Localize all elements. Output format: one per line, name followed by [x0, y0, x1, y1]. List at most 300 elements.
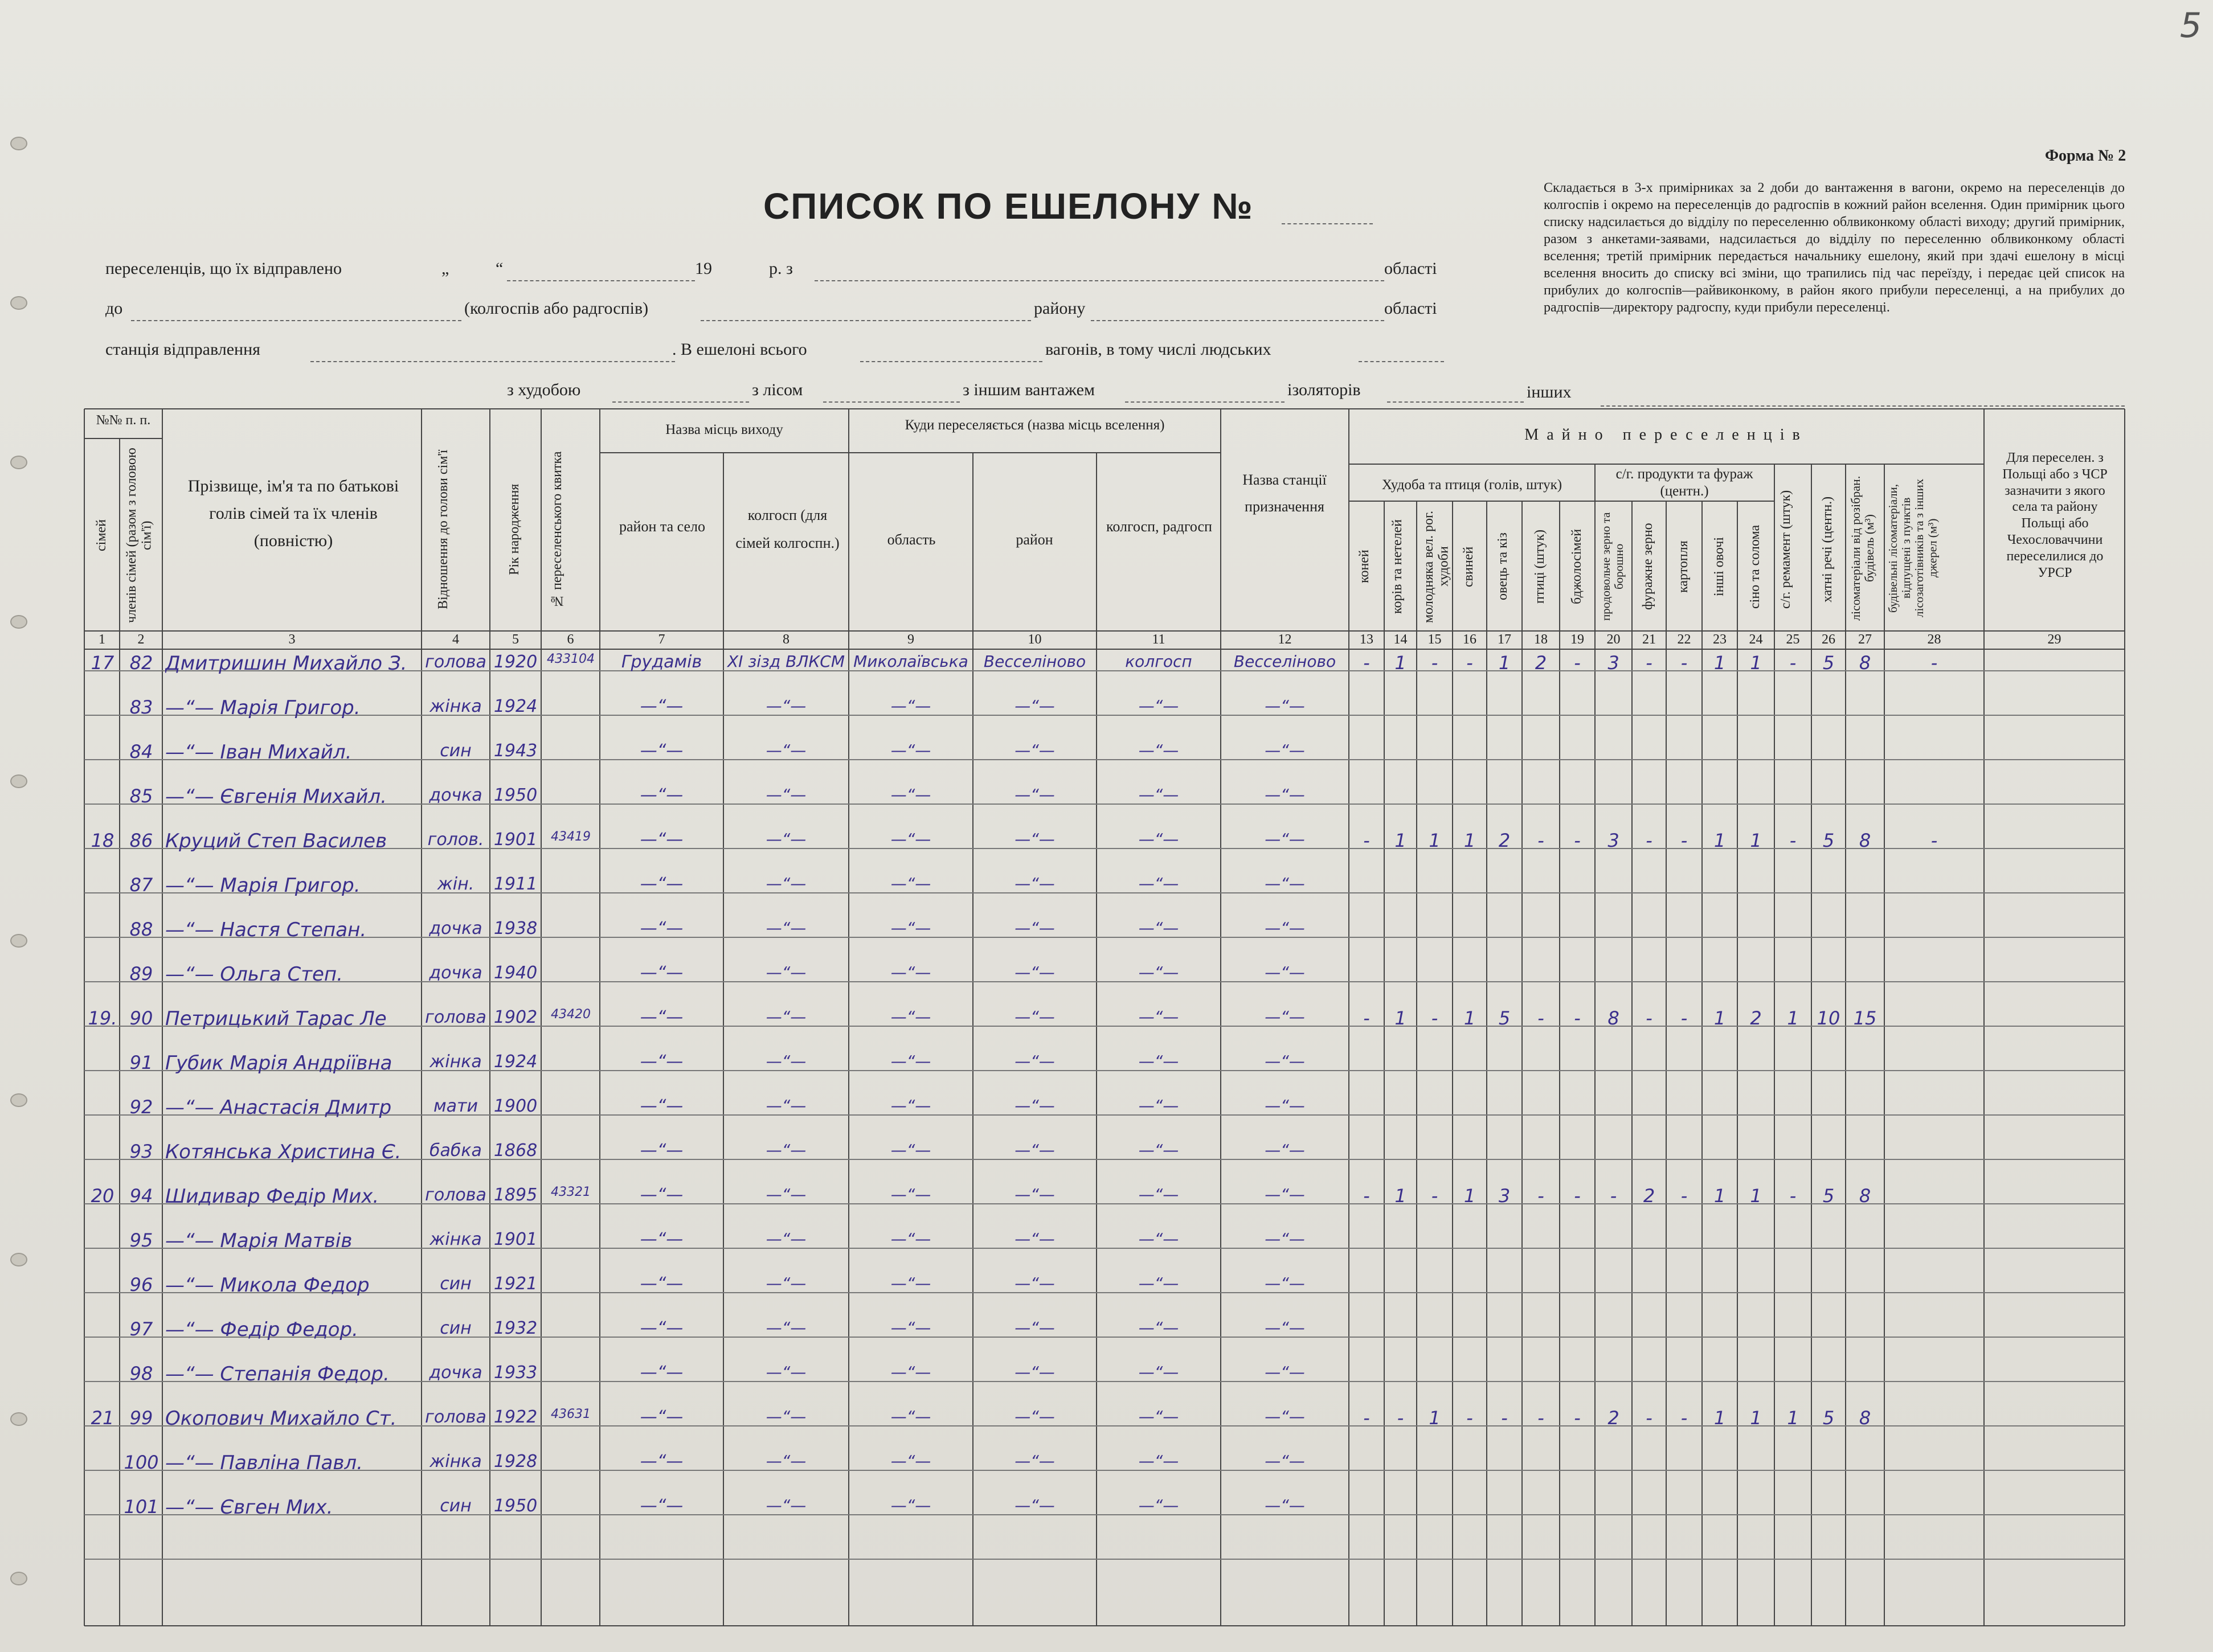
- cell-o-kolh: —“—: [766, 1185, 807, 1204]
- cell-property: -: [1501, 1407, 1508, 1429]
- cell-property: 1: [1750, 652, 1762, 674]
- cell-o-dist: —“—: [640, 1141, 684, 1161]
- line-label: “: [496, 259, 504, 278]
- cell-name: —“— Анастасія Дмитр: [165, 1096, 392, 1119]
- hdr-dest-region: область: [887, 531, 936, 548]
- hdr-bees: бджолосімей: [1569, 528, 1584, 605]
- cell-fam: 18: [91, 830, 114, 851]
- cell-property: -: [1680, 1185, 1688, 1207]
- cell-property: -: [1680, 830, 1688, 851]
- cell-property: -: [1574, 1185, 1581, 1207]
- cell-property: 5: [1822, 1407, 1835, 1429]
- hdr-vegetables: інші овочі: [1712, 537, 1727, 596]
- cell-n: 88: [129, 919, 153, 940]
- cell-year: 1932: [493, 1318, 538, 1338]
- cell-station: —“—: [1265, 1052, 1305, 1071]
- cell-property: 1: [1429, 1407, 1441, 1429]
- cell-year: 1924: [493, 696, 538, 716]
- hdr-dest-kolhosp: колгосп, радгосп: [1106, 518, 1212, 535]
- cell-o-kolh: —“—: [766, 830, 807, 848]
- cell-name: —“— Марія Матвів: [165, 1229, 353, 1252]
- cell-property: 1: [1463, 1007, 1476, 1029]
- cell-o-kolh: —“—: [766, 1096, 807, 1115]
- cell-property: 2: [1750, 1007, 1762, 1029]
- cell-rel: голов.: [427, 830, 484, 850]
- hdr-origin-district: район та село: [619, 518, 705, 535]
- cell-d-kolh: —“—: [1138, 963, 1179, 982]
- cell-o-kolh: —“—: [766, 1141, 807, 1159]
- cell-rel: жінка: [429, 1229, 482, 1249]
- cell-station: —“—: [1265, 919, 1305, 937]
- cell-property: 1: [1394, 652, 1406, 674]
- line-label: станція відправлення: [105, 340, 260, 359]
- line-label: вагонів, в тому числі людських: [1045, 340, 1271, 359]
- cell-property: -: [1646, 830, 1652, 851]
- hdr-pigs: свиней: [1461, 546, 1476, 587]
- cell-ticket: 433104: [547, 652, 595, 666]
- cell-name: —“— Іван Михайл.: [165, 741, 352, 764]
- cell-property: 1: [1394, 830, 1406, 851]
- cell-year: 1895: [493, 1185, 538, 1205]
- cell-rel: дочка: [429, 1363, 482, 1383]
- cell-d-dist: —“—: [1015, 1363, 1055, 1382]
- cell-rel: голова: [425, 1185, 486, 1205]
- cell-name: —“— Євген Мих.: [165, 1496, 333, 1519]
- col-number: 27: [1858, 632, 1872, 647]
- cell-year: 1900: [493, 1096, 538, 1116]
- cell-property: 5: [1822, 1185, 1835, 1207]
- cell-property: 1: [1713, 652, 1726, 674]
- cell-name: —“— Євгенія Михайл.: [165, 785, 387, 808]
- cell-property: -: [1574, 830, 1581, 851]
- cell-property: 3: [1607, 652, 1619, 674]
- cell-d-reg: —“—: [890, 1452, 931, 1470]
- hdr-produce: с/г. продукти та фураж (центн.): [1615, 466, 1753, 499]
- cell-d-dist: —“—: [1015, 963, 1055, 982]
- cell-rel: жінка: [429, 696, 482, 716]
- cell-property: 1: [1463, 830, 1476, 851]
- cell-name: Петрицький Тарас Ле: [165, 1007, 387, 1030]
- cell-d-dist: —“—: [1015, 1007, 1055, 1026]
- cell-o-dist: —“—: [640, 963, 684, 983]
- cell-o-dist: —“—: [640, 1452, 684, 1471]
- cell-year: 1921: [493, 1274, 538, 1294]
- cell-n: 93: [129, 1141, 153, 1162]
- cell-o-kolh: XI зізд ВЛКСМ: [727, 652, 845, 671]
- cell-o-dist: —“—: [640, 1274, 684, 1294]
- cell-d-dist: —“—: [1015, 785, 1055, 804]
- cell-d-kolh: —“—: [1138, 696, 1179, 715]
- cell-name: —“— Ольга Степ.: [165, 963, 343, 986]
- cell-year: 1943: [493, 741, 538, 761]
- cell-rel: жінка: [429, 1052, 482, 1072]
- cell-d-kolh: —“—: [1138, 1185, 1179, 1204]
- cell-fam: 17: [91, 652, 114, 674]
- cell-d-dist: —“—: [1015, 1141, 1055, 1159]
- line-label: області: [1384, 299, 1437, 318]
- cell-station: —“—: [1265, 696, 1305, 715]
- cell-property: -: [1789, 830, 1797, 851]
- hdr-birds: птиці (штук): [1532, 530, 1547, 604]
- cell-d-reg: Миколаївська: [853, 652, 968, 671]
- cell-station: —“—: [1265, 874, 1305, 893]
- cell-ticket: 43419: [551, 830, 591, 844]
- cell-property: 5: [1498, 1007, 1511, 1029]
- col-number: 10: [1028, 632, 1042, 647]
- hdr-timber: лісоматеріали від розібран. будівель (м³): [1848, 475, 1877, 621]
- cell-n: 86: [129, 830, 153, 851]
- cell-property: 1: [1750, 1185, 1762, 1207]
- cell-property: -: [1646, 652, 1652, 674]
- cell-n: 100: [124, 1452, 159, 1473]
- cell-o-dist: —“—: [640, 741, 684, 761]
- cell-name: Окопович Михайло Ст.: [165, 1407, 397, 1430]
- cell-property: -: [1574, 1007, 1581, 1029]
- cell-o-kolh: —“—: [766, 1274, 807, 1293]
- cell-name: —“— Степанія Федор.: [165, 1363, 390, 1385]
- cell-o-kolh: —“—: [766, 1052, 807, 1071]
- hdr-ticket: № переселенського квитка: [550, 451, 565, 608]
- line-label: з худобою: [507, 380, 581, 399]
- hdr-grain: продовольче зерно та борошно: [1599, 512, 1626, 621]
- cell-station: —“—: [1265, 830, 1305, 848]
- col-number: 20: [1606, 632, 1621, 647]
- hdr-inventory: с/г. ремамент (штук): [1778, 490, 1793, 609]
- cell-rel: бабка: [429, 1141, 482, 1161]
- cell-property: 1: [1498, 652, 1511, 674]
- col-number: 3: [288, 632, 296, 647]
- cell-n: 85: [129, 785, 153, 807]
- cell-property: -: [1431, 1185, 1438, 1207]
- cell-property: -: [1397, 1407, 1404, 1429]
- cell-property: -: [1680, 652, 1688, 674]
- cell-d-reg: —“—: [890, 919, 931, 937]
- cell-o-kolh: —“—: [766, 785, 807, 804]
- instructions: Складається в 3-х примірниках за 2 доби до вантаження в вагони, окремо на переселенців до колгоспів і окремо на переселенців до радгоспів в кожний район вселення. Один примірник цього списку надсилається до відділу по переселенню облвиконкому області виходу; другий примірник, разом з анкетами-заявами, надсилається до відділу по переселенню облвиконкому області вселення; третій примірник передається начальнику ешелону, який при здачі ешелону в місці вселення вносить до списку всі зміни, що трапились під час переїзду, і передає цей список на прибулих до колгоспів—райвиконкому, в район якого прибули переселенці, а на прибулих до радгоспів—директору радгоспу, куди прибули переселенці.: [1544, 181, 2125, 315]
- cell-property: 15: [1853, 1007, 1877, 1029]
- cell-o-dist: —“—: [640, 1052, 684, 1072]
- hdr-livestock: Худоба та птиця (голів, штук): [1381, 477, 1562, 493]
- cell-property: 8: [1859, 830, 1871, 851]
- cell-d-kolh: —“—: [1138, 1141, 1179, 1159]
- hdr-nn: №№ п. п.: [96, 413, 151, 428]
- cell-property: 10: [1817, 1007, 1840, 1029]
- cell-o-dist: —“—: [640, 1096, 684, 1116]
- line-label: р. з: [769, 259, 793, 278]
- cell-d-kolh: —“—: [1138, 1007, 1179, 1026]
- cell-o-kolh: —“—: [766, 1407, 807, 1426]
- cell-d-kolh: —“—: [1138, 1363, 1179, 1382]
- cell-n: 92: [129, 1096, 153, 1118]
- cell-year: 1920: [493, 652, 538, 672]
- cell-property: 5: [1822, 652, 1835, 674]
- col-number: 4: [452, 632, 459, 647]
- cell-d-kolh: —“—: [1138, 741, 1179, 760]
- cell-name: —“— Микола Федор: [165, 1274, 370, 1297]
- cell-n: 89: [129, 963, 153, 985]
- hdr-cows: корів та нетелей: [1390, 519, 1405, 614]
- cell-d-kolh: —“—: [1138, 1496, 1179, 1515]
- page-title: СПИСОК ПО ЕШЕЛОНУ №: [763, 186, 1254, 227]
- cell-property: 1: [1750, 830, 1762, 851]
- cell-n: 82: [129, 652, 153, 674]
- cell-d-dist: Весселіново: [983, 652, 1086, 671]
- cell-property: -: [1680, 1007, 1688, 1029]
- cell-property: -: [1537, 1407, 1544, 1429]
- cell-year: 1868: [493, 1141, 538, 1161]
- col-number: 23: [1713, 632, 1727, 647]
- cell-d-kolh: —“—: [1138, 1407, 1179, 1426]
- line-label: „: [441, 259, 449, 278]
- cell-name: —“— Федір Федор.: [165, 1318, 358, 1341]
- cell-station: —“—: [1265, 1007, 1305, 1026]
- col-number: 12: [1278, 632, 1292, 647]
- hdr-hay: сіно та солома: [1748, 524, 1762, 609]
- cell-d-dist: —“—: [1015, 830, 1055, 848]
- cell-d-reg: —“—: [890, 1363, 931, 1382]
- cell-station: —“—: [1265, 1496, 1305, 1515]
- cell-station: Весселіново: [1233, 652, 1336, 671]
- cell-property: 1: [1713, 1007, 1726, 1029]
- cell-d-reg: —“—: [890, 1052, 931, 1071]
- cell-o-dist: —“—: [640, 874, 684, 894]
- cell-d-kolh: —“—: [1138, 1318, 1179, 1337]
- line-label: з лісом: [752, 380, 803, 399]
- cell-property: 1: [1429, 830, 1441, 851]
- cell-station: —“—: [1265, 1407, 1305, 1426]
- col-number: 15: [1427, 632, 1442, 647]
- col-number: 5: [512, 632, 519, 647]
- cell-name: Дмитришин Михайло З.: [165, 652, 407, 675]
- cell-year: 1922: [493, 1407, 538, 1427]
- cell-o-dist: —“—: [640, 919, 684, 938]
- cell-o-kolh: —“—: [766, 696, 807, 715]
- cell-d-kolh: —“—: [1138, 1052, 1179, 1071]
- cell-d-dist: —“—: [1015, 1496, 1055, 1515]
- col-number: 1: [99, 632, 105, 647]
- hdr-sheep: овець та кіз: [1495, 532, 1510, 601]
- cell-d-dist: —“—: [1015, 1274, 1055, 1293]
- cell-property: -: [1537, 830, 1544, 851]
- cell-d-kolh: колгосп: [1125, 652, 1192, 671]
- cell-d-kolh: —“—: [1138, 874, 1179, 893]
- cell-name: —“— Павліна Павл.: [165, 1452, 363, 1474]
- cell-property: 2: [1607, 1407, 1619, 1429]
- cell-property: 1: [1750, 1407, 1762, 1429]
- cell-property: 1: [1394, 1185, 1406, 1207]
- col-number: 2: [137, 632, 145, 647]
- cell-o-dist: —“—: [640, 1496, 684, 1516]
- cell-property: -: [1363, 830, 1370, 851]
- cell-d-reg: —“—: [890, 1141, 931, 1159]
- cell-d-dist: —“—: [1015, 696, 1055, 715]
- cell-d-kolh: —“—: [1138, 785, 1179, 804]
- cell-d-reg: —“—: [890, 1274, 931, 1293]
- cell-property: 1: [1787, 1007, 1799, 1029]
- cell-o-dist: —“—: [640, 1407, 684, 1427]
- cell-year: 1940: [493, 963, 538, 983]
- cell-n: 94: [129, 1185, 153, 1207]
- col-number: 19: [1570, 632, 1584, 647]
- cell-o-dist: —“—: [640, 1185, 684, 1205]
- cell-property: -: [1363, 1407, 1370, 1429]
- cell-rel: дочка: [429, 963, 482, 983]
- cell-property: -: [1466, 652, 1473, 674]
- cell-property: 3: [1607, 830, 1619, 851]
- hdr-station: Назва станції призначення: [1242, 472, 1327, 515]
- cell-d-kolh: —“—: [1138, 830, 1179, 848]
- cell-rel: дочка: [429, 785, 482, 805]
- cell-d-dist: —“—: [1015, 1229, 1055, 1248]
- cell-n: 91: [129, 1052, 153, 1073]
- cell-property: -: [1930, 652, 1938, 674]
- cell-property: -: [1537, 1007, 1544, 1029]
- cell-rel: голова: [425, 652, 486, 672]
- cell-d-reg: —“—: [890, 874, 931, 893]
- cell-ticket: 43420: [551, 1007, 591, 1022]
- col-number: 9: [907, 632, 914, 647]
- cell-property: 2: [1535, 652, 1547, 674]
- line-label: до: [105, 299, 123, 318]
- col-number: 13: [1360, 632, 1373, 647]
- cell-name: Круций Степ Василев: [165, 830, 387, 852]
- cell-rel: мати: [433, 1096, 478, 1116]
- line-label: ізоляторів: [1287, 380, 1361, 399]
- line-label: з іншим вантажем: [963, 380, 1095, 399]
- cell-d-reg: —“—: [890, 1229, 931, 1248]
- hdr-birth-year: Рік народження: [507, 483, 522, 576]
- cell-station: —“—: [1265, 785, 1305, 804]
- cell-property: -: [1431, 652, 1438, 674]
- cell-o-dist: —“—: [640, 1229, 684, 1249]
- cell-year: 1902: [493, 1007, 538, 1027]
- cell-d-dist: —“—: [1015, 1185, 1055, 1204]
- cell-year: 1924: [493, 1052, 538, 1072]
- cell-property: 8: [1859, 1185, 1871, 1207]
- hdr-destination: Куди переселяється (назва місць вселення): [905, 417, 1165, 433]
- hdr-members: членів сімей (разом з головою сім'ї): [124, 448, 154, 623]
- cell-ticket: 43631: [551, 1407, 591, 1421]
- cell-o-dist: —“—: [640, 785, 684, 805]
- cell-d-kolh: —“—: [1138, 919, 1179, 937]
- col-number: 25: [1786, 632, 1800, 647]
- col-number: 28: [1927, 632, 1941, 647]
- hdr-building-timber: будівельні лісоматеріали, відпущені з пунктів лісозаготівників та з інших джерел (м³): [1886, 478, 1940, 618]
- line-label: . В ешелоні всього: [672, 340, 807, 359]
- line-label: (колгоспів або радгоспів): [464, 299, 649, 318]
- cell-d-kolh: —“—: [1138, 1096, 1179, 1115]
- cell-o-kolh: —“—: [766, 1452, 807, 1470]
- cell-property: -: [1537, 1185, 1544, 1207]
- cell-station: —“—: [1265, 1274, 1305, 1293]
- cell-rel: син: [440, 1496, 472, 1516]
- cell-o-kolh: —“—: [766, 1229, 807, 1248]
- cell-year: 1911: [493, 874, 538, 894]
- hdr-dest-district: район: [1016, 531, 1053, 548]
- cell-d-reg: —“—: [890, 741, 931, 760]
- cell-name: Губик Марія Андріївна: [165, 1052, 392, 1075]
- hdr-from-poland: Для переселен. з Польщі або з ЧСР зазначити з якого села та району Польщі або Чехословаччини переселилися до УРСР: [2002, 450, 2108, 580]
- cell-year: 1928: [493, 1452, 538, 1471]
- col-number: 8: [783, 632, 790, 647]
- cell-station: —“—: [1265, 741, 1305, 760]
- cell-d-reg: —“—: [890, 696, 931, 715]
- cell-year: 1950: [493, 785, 538, 805]
- cell-o-dist: —“—: [640, 830, 684, 850]
- cell-o-kolh: —“—: [766, 1496, 807, 1515]
- cell-o-kolh: —“—: [766, 741, 807, 760]
- cell-property: 1: [1394, 1007, 1406, 1029]
- cell-name: Котянська Христина Є.: [165, 1141, 402, 1163]
- cell-rel: жін.: [437, 874, 474, 894]
- col-number: 21: [1642, 632, 1656, 647]
- hdr-property: Майно переселенців: [1524, 426, 1808, 444]
- cell-n: 83: [129, 696, 153, 718]
- cell-name: —“— Настя Степан.: [165, 919, 367, 941]
- cell-rel: син: [440, 741, 472, 761]
- cell-property: 8: [1859, 1407, 1871, 1429]
- line-label: інших: [1527, 383, 1572, 401]
- cell-station: —“—: [1265, 1229, 1305, 1248]
- cell-property: 2: [1498, 830, 1511, 851]
- cell-rel: дочка: [429, 919, 482, 938]
- cell-year: 1950: [493, 1496, 538, 1516]
- cell-station: —“—: [1265, 963, 1305, 982]
- cell-n: 101: [124, 1496, 159, 1518]
- cell-fam: 21: [91, 1407, 114, 1429]
- cell-d-dist: —“—: [1015, 919, 1055, 937]
- cell-rel: голова: [425, 1007, 486, 1027]
- cell-year: 1901: [493, 1229, 538, 1249]
- cell-year: 1933: [493, 1363, 538, 1383]
- cell-n: 96: [129, 1274, 153, 1296]
- col-number: 18: [1534, 632, 1548, 647]
- col-number: 7: [658, 632, 665, 647]
- cell-d-kolh: —“—: [1138, 1452, 1179, 1470]
- cell-o-kolh: —“—: [766, 963, 807, 982]
- cell-d-kolh: —“—: [1138, 1229, 1179, 1248]
- col-number: 22: [1677, 632, 1691, 647]
- cell-property: -: [1646, 1407, 1652, 1429]
- cell-station: —“—: [1265, 1452, 1305, 1470]
- cell-n: 99: [129, 1407, 153, 1429]
- cell-ticket: 43321: [551, 1185, 591, 1199]
- hdr-horses: коней: [1357, 550, 1372, 584]
- cell-n: 97: [129, 1318, 153, 1340]
- cell-d-dist: —“—: [1015, 1318, 1055, 1337]
- cell-d-reg: —“—: [890, 1496, 931, 1515]
- cell-o-dist: —“—: [640, 696, 684, 716]
- cell-station: —“—: [1265, 1318, 1305, 1337]
- cell-property: 1: [1713, 830, 1726, 851]
- cell-rel: жінка: [429, 1452, 482, 1471]
- cell-d-dist: —“—: [1015, 741, 1055, 760]
- hdr-name: Прізвище, ім'я та по батькові голів сімей та їх членів (повністю): [187, 477, 399, 550]
- col-number: 29: [2047, 632, 2061, 647]
- cell-property: 8: [1859, 652, 1871, 674]
- cell-n: 84: [129, 741, 153, 763]
- cell-property: -: [1574, 652, 1581, 674]
- cell-d-dist: —“—: [1015, 1052, 1055, 1071]
- cell-property: 2: [1643, 1185, 1655, 1207]
- col-number: 24: [1749, 632, 1763, 647]
- hdr-origin-kolhosp: колгосп (для сімей колгоспн.): [735, 507, 840, 552]
- cell-o-dist: —“—: [640, 1318, 684, 1338]
- cell-property: -: [1363, 1007, 1370, 1029]
- cell-d-reg: —“—: [890, 963, 931, 982]
- cell-o-kolh: —“—: [766, 1318, 807, 1337]
- cell-d-reg: —“—: [890, 1407, 931, 1426]
